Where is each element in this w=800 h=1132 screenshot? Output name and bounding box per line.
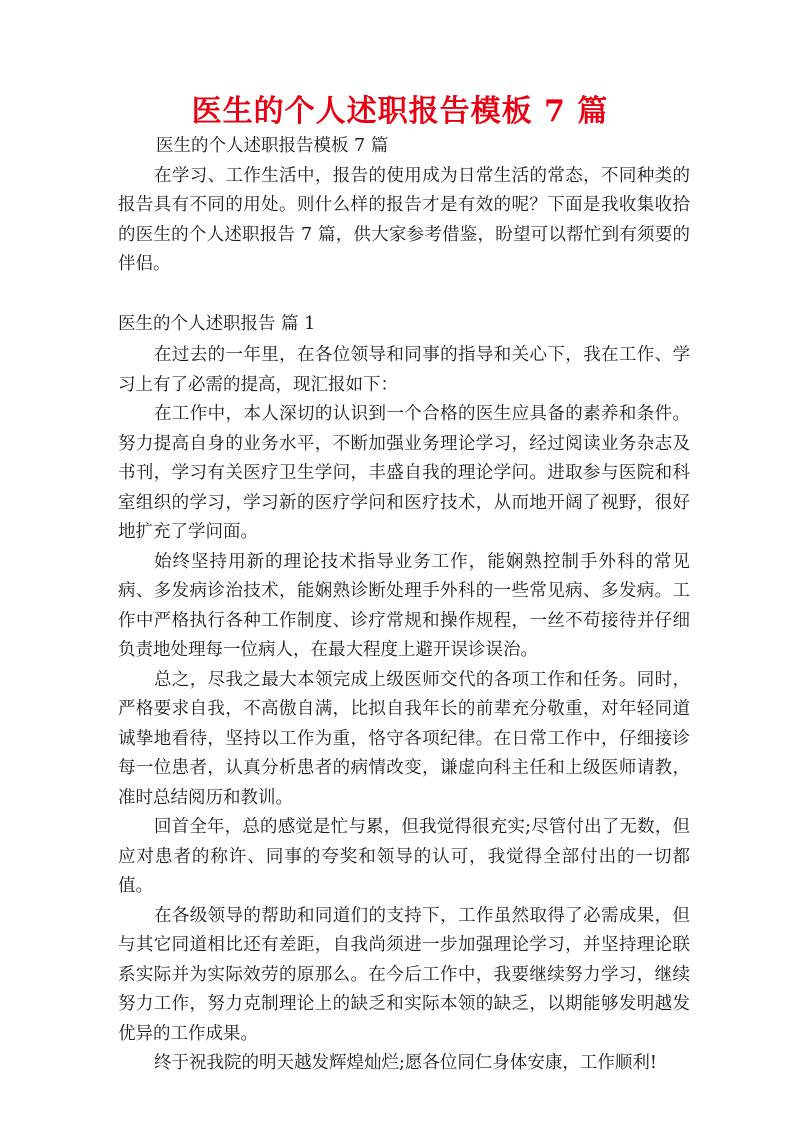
body-paragraph: 回首全年，总的感觉是忙与累，但我觉得很充实;尽管付出了无数，但应对患者的称许、同事的夸奖和领导的认可，我觉得全部付出的一切都值。	[118, 817, 690, 896]
intro-paragraph: 在学习、工作生活中，报告的使用成为日常生活的常态，不同种类的报告具有不同的用处。则什么样的报告才是有效的呢？下面是我收集收拾的医生的个人述职报告 7 篇，供大家参考借鉴，盼望可以帮忙到有须要的伴侣。	[118, 165, 690, 274]
section-heading: 医生的个人述职报告 篇 1	[118, 313, 316, 334]
body-paragraph: 终于祝我院的明天越发辉煌灿烂;愿各位同仁身体安康，工作顺利!	[154, 1053, 657, 1073]
body-paragraph: 在过去的一年里，在各位领导和同事的指导和关心下，我在工作、学习上有了必需的提高，现汇报如下：	[118, 345, 690, 395]
body-paragraph: 始终坚持用新的理论技术指导业务工作，能娴熟控制手外科的常见病、多发病诊治技术，能娴熟诊断处理手外科的一些常见病、多发病。工作中严格执行各种工作制度、诊疗常规和操作规程，一丝不苟接待并仔细负责地处理每一位病人，在最大程度上避开误诊误治。	[118, 551, 690, 660]
document-subtitle: 医生的个人述职报告模板 7 篇	[156, 136, 389, 156]
body-paragraph: 总之，尽我之最大本领完成上级医师交代的各项工作和任务。同时，严格要求自我，不高傲自满，比拟自我年长的前辈充分敬重，对年轻同道诚挚地看待，坚持以工作为重，恪守各项纪律。在日常工作中，仔细接诊每一位患者，认真分析患者的病情改变，谦虚向科主任和上级医师请教，准时总结阅历和教训。	[118, 669, 690, 808]
body-paragraph: 在工作中，本人深切的认识到一个合格的医生应具备的素养和条件。努力提高自身的业务水平，不断加强业务理论学习，经过阅读业务杂志及书刊，学习有关医疗卫生学问，丰盛自我的理论学问。进取参与医院和科室组织的学习，学习新的医疗学问和医疗技术，从而地开阔了视野，很好地扩充了学问面。	[118, 404, 690, 542]
document-title: 医生的个人述职报告模板 7 篇	[191, 94, 609, 129]
body-paragraph: 在各级领导的帮助和同道们的支持下，工作虽然取得了必需成果，但与其它同道相比还有差距，自我尚须进一步加强理论学习，并坚持理论联系实际并为实际效劳的原那么。在今后工作中，我要继续努力学习，继续努力工作，努力克制理论上的缺乏和实际本领的缺乏，以期能够发明越发优异的工作成果。	[118, 905, 690, 1044]
document-body	[118, 132, 690, 1079]
